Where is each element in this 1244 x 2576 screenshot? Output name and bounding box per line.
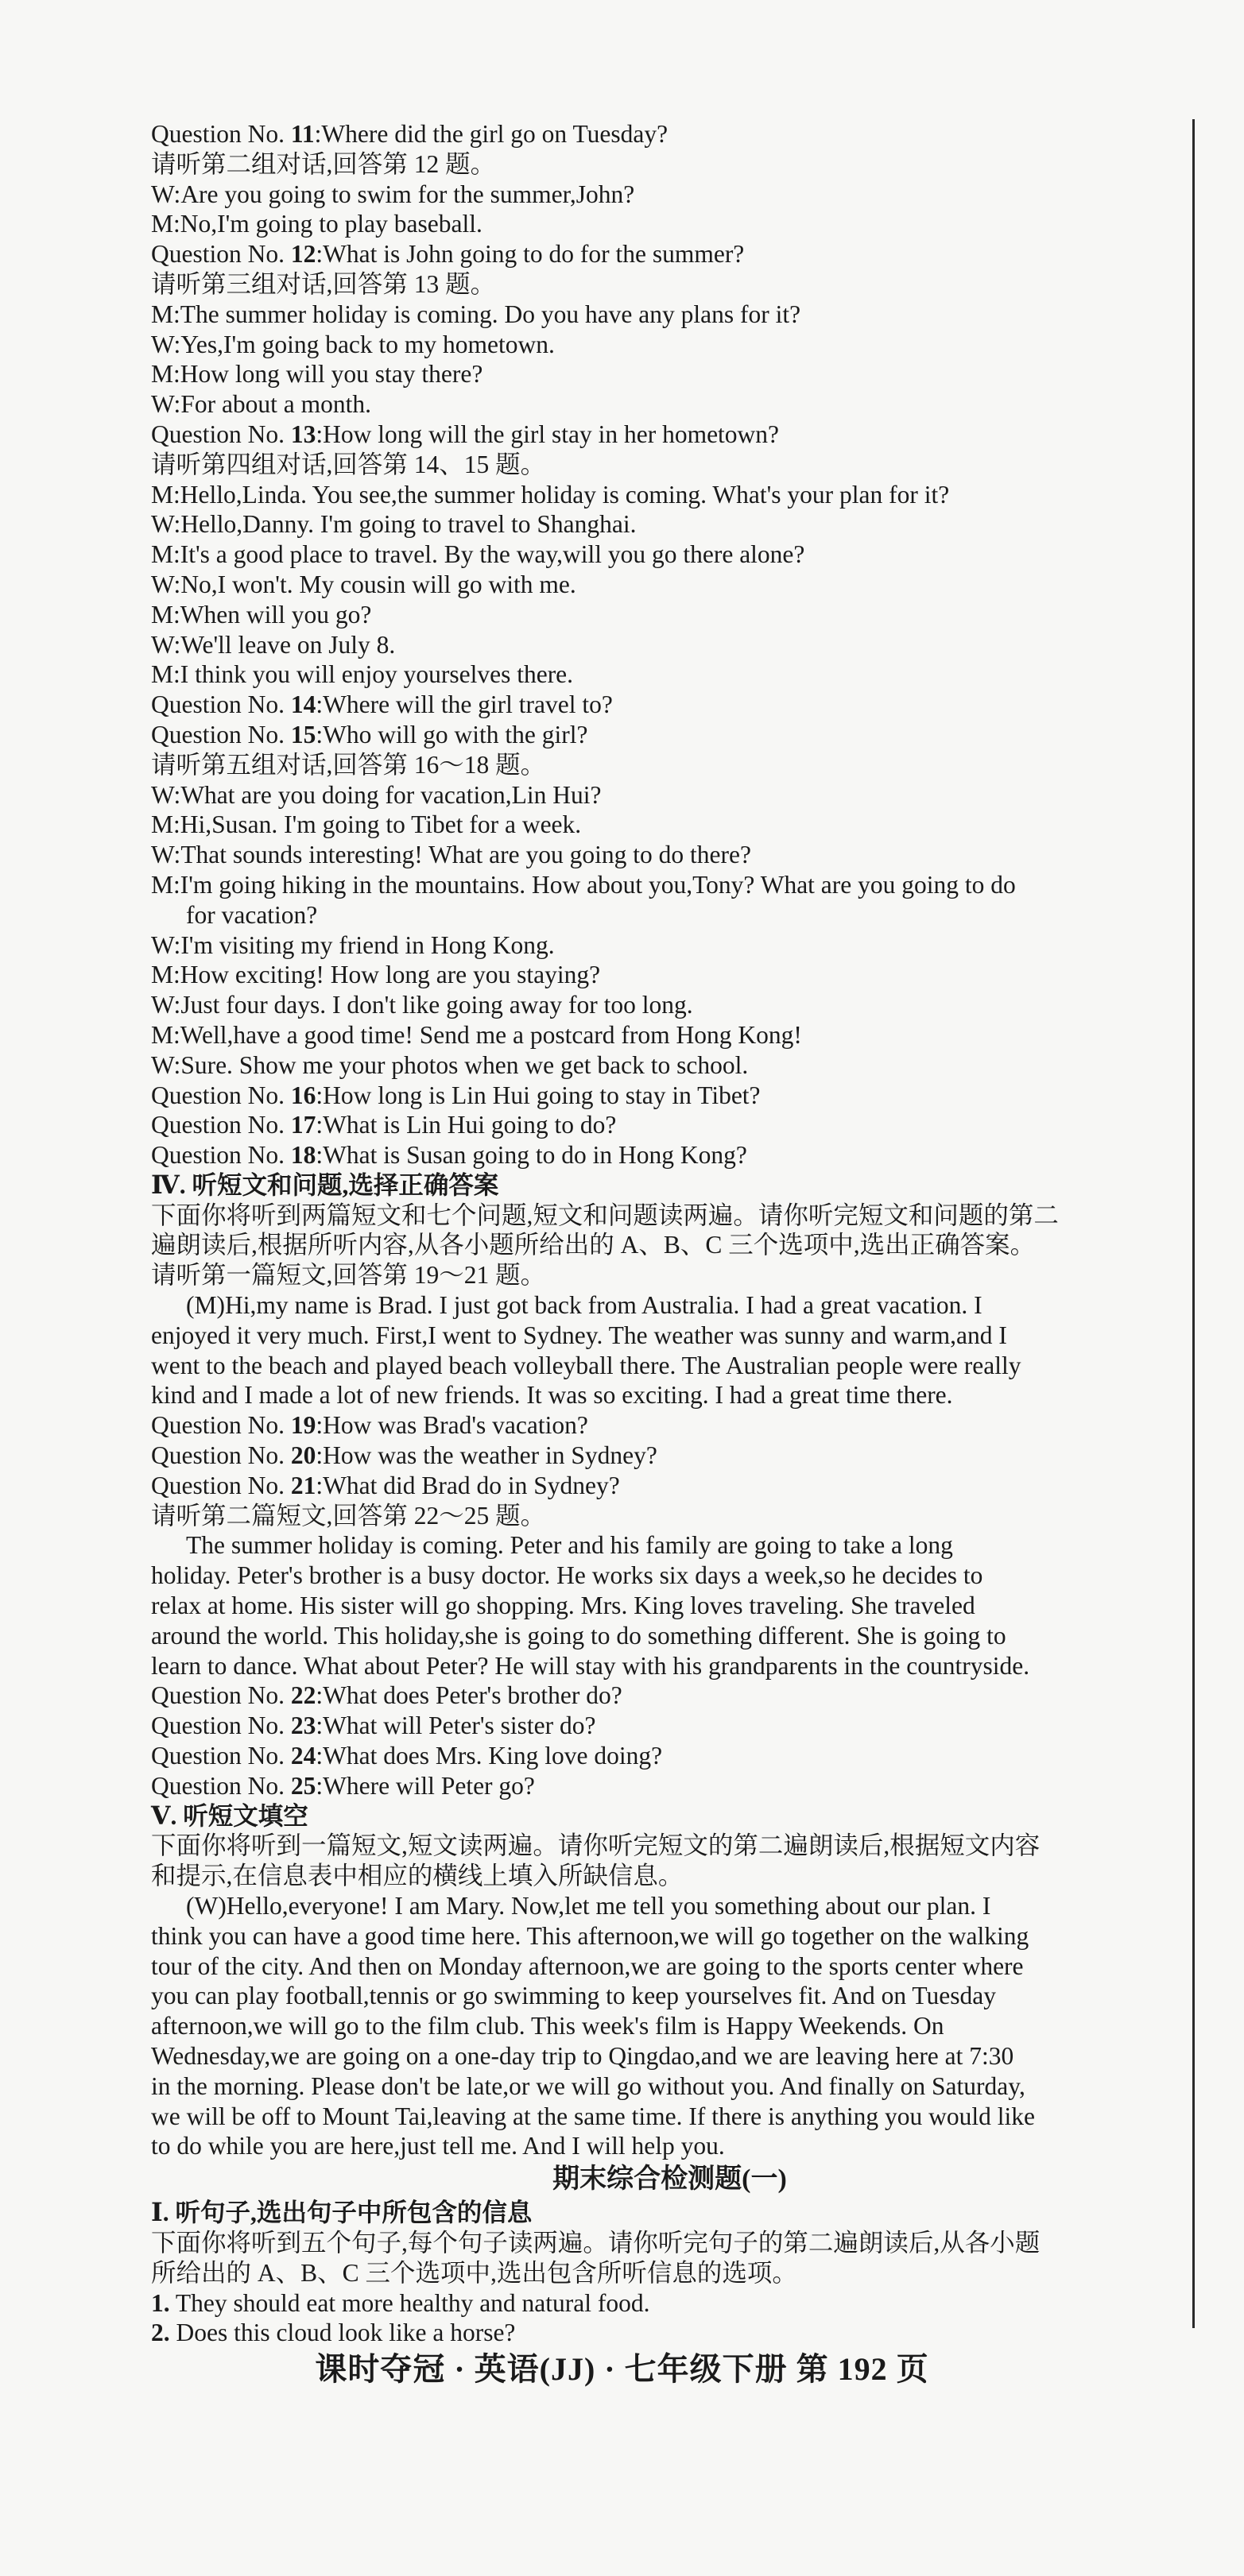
text-line: W:For about a month. xyxy=(151,390,372,419)
text-line: Ⅰ. 听句子,选出句子中所包含的信息 xyxy=(151,2199,533,2227)
text-line: M:When will you go? xyxy=(151,600,372,629)
text-line xyxy=(151,1771,1188,1801)
text-line: Wednesday,we are going on a one-day trip to Qingdao,and we are leaving here at 7:30 xyxy=(151,2042,1014,2070)
text-line: M:How exciting! How long are you staying? xyxy=(151,961,601,989)
question-text: :How was the weather in Sydney? xyxy=(316,1441,657,1470)
question-text: :What is John going to do for the summer? xyxy=(316,240,745,269)
text-line xyxy=(151,1711,1188,1741)
text-line: holiday. Peter's brother is a busy doctor. He works six days a week,so he decides to xyxy=(151,1561,983,1590)
question-prefix: Question No. xyxy=(151,690,291,719)
text-line xyxy=(151,1410,1188,1441)
question-prefix: Question No. xyxy=(151,240,291,269)
text-line xyxy=(151,690,1188,720)
question-prefix: Question No. xyxy=(151,420,291,448)
question-prefix: Question No. xyxy=(151,120,291,148)
text-line: W:Are you going to swim for the summer,John? xyxy=(151,180,635,208)
question-number: 23 xyxy=(290,1712,316,1740)
text-line: (M)Hi,my name is Brad. I just got back from Australia. I had a great vacation. I xyxy=(186,1291,982,1320)
text-line: M:No,I'm going to play baseball. xyxy=(151,210,482,238)
text-line: went to the beach and played beach volleyball there. The Australian people were really xyxy=(151,1351,1021,1379)
text-line: enjoyed it very much. First,I went to Sydney. The weather was sunny and warm,and I xyxy=(151,1321,1007,1349)
question-prefix: Question No. xyxy=(151,1681,291,1710)
text-line: 下面你将听到一篇短文,短文读两遍。请你听完短文的第二遍朗读后,根据短文内容 xyxy=(151,1831,1041,1860)
text-line: think you can have a good time here. This afternoon,we will go together on the walking xyxy=(151,1921,1029,1950)
question-number: 13 xyxy=(290,420,316,448)
text-line: relax at home. His sister will go shopping. Mrs. King loves traveling. She traveled xyxy=(151,1592,975,1620)
text-line: W:We'll leave on July 8. xyxy=(151,630,396,659)
question-prefix: Question No. xyxy=(151,1111,291,1139)
text-line: Ⅳ. 听短文和问题,选择正确答案 xyxy=(151,1170,499,1199)
text-line: learn to dance. What about Peter? He will stay with his grandparents in the countryside. xyxy=(151,1651,1030,1680)
question-number: 22 xyxy=(290,1681,316,1710)
text-line xyxy=(151,119,1188,149)
question-number: 19 xyxy=(290,1411,316,1440)
question-text: :Where will Peter go? xyxy=(316,1771,535,1800)
question-number: 16 xyxy=(290,1081,316,1109)
text-line: you can play football,tennis or go swimming to keep yourselves fit. And on Tuesday xyxy=(151,1982,997,2010)
question-number: 11 xyxy=(290,120,315,148)
text-line: M:I'm going hiking in the mountains. How about you,Tony? What are you going to do xyxy=(151,870,1016,899)
question-text: :What is Lin Hui going to do? xyxy=(316,1111,617,1139)
question-number: 20 xyxy=(290,1441,316,1470)
text-line: M:How long will you stay there? xyxy=(151,360,483,389)
question-text: They should eat more healthy and natural food. xyxy=(169,2288,650,2317)
text-line: 请听第四组对话,回答第 14、15 题。 xyxy=(151,450,546,478)
text-line xyxy=(151,1471,1188,1501)
question-number: 25 xyxy=(290,1771,316,1800)
question-prefix: Question No. xyxy=(151,1081,291,1109)
question-text: :How long is Lin Hui going to stay in Tibet? xyxy=(316,1081,761,1109)
text-line: M:Hi,Susan. I'm going to Tibet for a week. xyxy=(151,810,582,839)
text-line: W:No,I won't. My cousin will go with me. xyxy=(151,570,576,598)
right-margin-rule xyxy=(1192,119,1195,2328)
question-prefix: Question No. xyxy=(151,1712,291,1740)
text-line: 请听第三组对话,回答第 13 题。 xyxy=(151,269,496,298)
text-line: M:Hello,Linda. You see,the summer holiday is coming. What's your plan for it? xyxy=(151,480,950,509)
question-number: 12 xyxy=(290,240,316,269)
text-line: W:Yes,I'm going back to my hometown. xyxy=(151,330,555,358)
text-line: 请听第五组对话,回答第 16～18 题。 xyxy=(151,750,546,779)
text-line: for vacation? xyxy=(186,900,318,929)
text-line: M:Well,have a good time! Send me a postcard from Hong Kong! xyxy=(151,1020,802,1049)
text-line: M:I think you will enjoy yourselves there. xyxy=(151,660,574,689)
text-line: W:Sure. Show me your photos when we get back to school. xyxy=(151,1050,749,1079)
text-line: 和提示,在信息表中相应的横线上填入所缺信息。 xyxy=(151,1862,684,1890)
question-number: 2. xyxy=(151,2319,170,2347)
text-line: W:That sounds interesting! What are you going to do there? xyxy=(151,841,751,869)
question-text: :Where will the girl travel to? xyxy=(316,690,613,719)
text-line: M:The summer holiday is coming. Do you have any plans for it? xyxy=(151,300,801,328)
question-text: :How was Brad's vacation? xyxy=(316,1411,588,1440)
text-line: we will be off to Mount Tai,leaving at the same time. If there is anything you would like xyxy=(151,2102,1036,2130)
text-line xyxy=(151,420,1188,450)
text-line xyxy=(151,1081,1188,1111)
question-number: 18 xyxy=(290,1141,316,1170)
question-text: :What did Brad do in Sydney? xyxy=(316,1471,620,1499)
question-prefix: Question No. xyxy=(151,1471,291,1499)
text-line: 所给出的 A、B、C 三个选项中,选出包含所听信息的选项。 xyxy=(151,2258,797,2287)
text-line xyxy=(151,2288,1188,2319)
question-prefix: Question No. xyxy=(151,1141,291,1170)
text-line: 下面你将听到两篇短文和七个问题,短文和问题读两遍。请你听完短文和问题的第二 xyxy=(151,1201,1059,1229)
text-line xyxy=(151,1140,1188,1170)
question-number: 24 xyxy=(290,1742,316,1770)
text-line: 请听第一篇短文,回答第 19～21 题。 xyxy=(151,1261,546,1290)
document-body xyxy=(151,119,1188,2348)
question-number: 17 xyxy=(290,1111,316,1139)
question-number: 1. xyxy=(151,2288,170,2317)
text-line: 下面你将听到五个句子,每个句子读两遍。请你听完句子的第二遍朗读后,从各小题 xyxy=(151,2228,1041,2257)
question-text: :Who will go with the girl? xyxy=(316,720,588,748)
text-line xyxy=(151,1741,1188,1771)
text-line: afternoon,we will go to the film club. This week's film is Happy Weekends. On xyxy=(151,2012,944,2040)
text-line xyxy=(151,1681,1188,1711)
text-line: kind and I made a lot of new friends. It was so exciting. I had a great time there. xyxy=(151,1381,953,1410)
text-line: 请听第二篇短文,回答第 22～25 题。 xyxy=(151,1501,546,1530)
text-line: W:Just four days. I don't like going away for too long. xyxy=(151,991,693,1019)
question-number: 21 xyxy=(290,1471,316,1499)
page-footer: 课时夺冠 · 英语(JJ) · 七年级下册 第 192 页 xyxy=(315,2351,929,2387)
text-line: 期末综合检测题(一) xyxy=(552,2164,787,2195)
text-line xyxy=(151,1110,1188,1140)
question-text: :What is Susan going to do in Hong Kong? xyxy=(316,1141,747,1170)
question-prefix: Question No. xyxy=(151,1411,291,1440)
question-text: :What does Peter's brother do? xyxy=(316,1681,622,1710)
text-line xyxy=(151,720,1188,750)
text-line: to do while you are here,just tell me. And I will help you. xyxy=(151,2132,725,2160)
text-line: 遍朗读后,根据所听内容,从各小题所给出的 A、B、C 三个选项中,选出正确答案。 xyxy=(151,1231,1036,1259)
text-line: in the morning. Please don't be late,or we will go without you. And finally on Saturday, xyxy=(151,2071,1025,2100)
question-prefix: Question No. xyxy=(151,1771,291,1800)
question-text: Does this cloud look like a horse? xyxy=(169,2319,516,2347)
text-line: around the world. This holiday,she is going to do something different. She is going to xyxy=(151,1621,1006,1650)
question-number: 15 xyxy=(290,720,316,748)
text-line: (W)Hello,everyone! I am Mary. Now,let me tell you something about our plan. I xyxy=(186,1892,991,1920)
text-line: The summer holiday is coming. Peter and his family are going to take a long xyxy=(186,1531,953,1560)
text-line: M:It's a good place to travel. By the way,will you go there alone? xyxy=(151,540,805,569)
question-prefix: Question No. xyxy=(151,1742,291,1770)
text-line: W:I'm visiting my friend in Hong Kong. xyxy=(151,930,555,959)
text-line xyxy=(151,1441,1188,1471)
text-line: W:Hello,Danny. I'm going to travel to Shanghai. xyxy=(151,510,637,539)
text-line xyxy=(151,239,1188,269)
question-text: :Where did the girl go on Tuesday? xyxy=(314,120,669,148)
question-text: :What does Mrs. King love doing? xyxy=(316,1742,663,1770)
text-line: tour of the city. And then on Monday afternoon,we are going to the sports center where xyxy=(151,1951,1024,1980)
question-text: :How long will the girl stay in her hometown? xyxy=(316,420,780,448)
question-number: 14 xyxy=(290,690,316,719)
text-line: W:What are you doing for vacation,Lin Hui? xyxy=(151,780,602,809)
text-line: 请听第二组对话,回答第 12 题。 xyxy=(151,149,496,178)
question-text: :What will Peter's sister do? xyxy=(316,1712,596,1740)
question-prefix: Question No. xyxy=(151,1441,291,1470)
question-prefix: Question No. xyxy=(151,720,291,748)
text-line: Ⅴ. 听短文填空 xyxy=(151,1801,308,1830)
